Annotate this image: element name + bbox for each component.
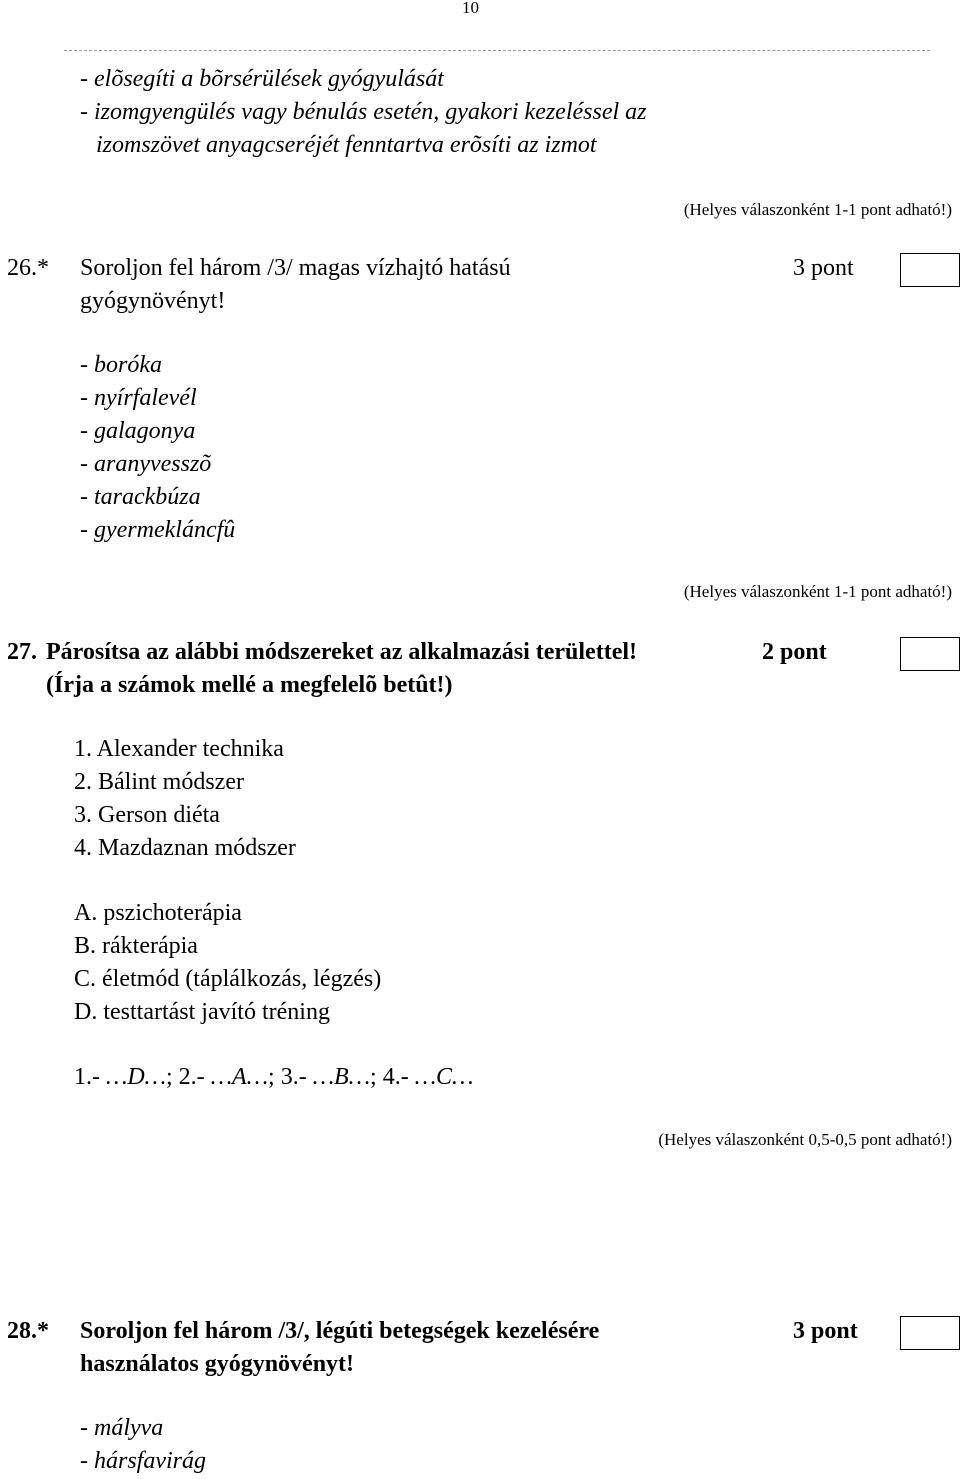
q26-answer-6: - gyermekláncfû xyxy=(80,517,236,543)
q27-area-a: A. pszichoterápia xyxy=(74,900,242,926)
header-divider xyxy=(64,50,930,51)
q26-answer-4: - aranyvesszõ xyxy=(80,451,212,477)
q27-method-4: 4. Mazdaznan módszer xyxy=(74,835,296,861)
match-answer-2: …A… xyxy=(210,1064,269,1090)
match-prefix-3: ; 3.- xyxy=(268,1064,313,1090)
q26-number: 26.* xyxy=(7,255,49,281)
scoring-note-prev: (Helyes válaszonként 1-1 pont adható!) xyxy=(683,200,952,219)
q26-answer-2: - nyírfalevél xyxy=(80,385,197,411)
q28-number: 28.* xyxy=(7,1318,49,1344)
match-prefix-4: ; 4.- xyxy=(370,1064,415,1090)
prev-answer-2: - izomgyengülés vagy bénulás esetén, gyakori kezeléssel az xyxy=(80,99,647,125)
match-answer-1: …D… xyxy=(106,1064,167,1090)
q27-points: 2 pont xyxy=(762,639,827,665)
match-prefix-1: 1.- xyxy=(74,1064,106,1090)
q27-method-3: 3. Gerson diéta xyxy=(74,802,220,828)
q28-answer-1: - mályva xyxy=(80,1415,164,1441)
q28-text-line1: Soroljon fel három /3/, légúti betegségek kezelésére xyxy=(80,1318,600,1344)
prev-answer-1: - elõsegíti a bõrsérülések gyógyulását xyxy=(80,66,444,92)
q26-text-line2: gyógynövényt! xyxy=(80,288,226,314)
q26-score-box[interactable] xyxy=(900,253,960,287)
q26-text-line1: Soroljon fel három /3/ magas vízhajtó hatású xyxy=(80,255,511,281)
q27-score-box[interactable] xyxy=(900,637,960,671)
q28-points: 3 pont xyxy=(793,1318,858,1344)
q27-number: 27. xyxy=(7,639,37,665)
q28-answer-2: - hársfavirág xyxy=(80,1448,206,1474)
q26-points: 3 pont xyxy=(793,255,854,281)
q27-method-2: 2. Bálint módszer xyxy=(74,769,244,795)
q28-score-box[interactable] xyxy=(900,1316,960,1350)
q26-answer-3: - galagonya xyxy=(80,418,196,444)
q27-method-1: 1. Alexander technika xyxy=(74,736,284,762)
match-answer-3: …B… xyxy=(312,1064,371,1090)
q27-match-answers xyxy=(74,1064,473,1091)
q26-scoring-note: (Helyes válaszonként 1-1 pont adható!) xyxy=(683,582,952,601)
q27-scoring-note: (Helyes válaszonként 0,5-0,5 pont adható!) xyxy=(658,1130,952,1149)
q28-text-line2: használatos gyógynövényt! xyxy=(80,1351,355,1377)
q27-area-b: B. rákterápia xyxy=(74,933,198,959)
q27-area-c: C. életmód (táplálkozás, légzés) xyxy=(74,966,382,992)
q27-text-line2: (Írja a számok mellé a megfelelõ betût!) xyxy=(46,672,453,698)
q26-answer-1: - boróka xyxy=(80,352,162,378)
q26-answer-5: - tarackbúza xyxy=(80,484,201,510)
match-prefix-2: ; 2.- xyxy=(166,1064,211,1090)
q27-text-line1: Párosítsa az alábbi módszereket az alkalmazási területtel! xyxy=(46,639,637,665)
q27-area-d: D. testtartást javító tréning xyxy=(74,999,330,1025)
match-answer-4: …C… xyxy=(414,1064,474,1090)
page-number: 10 xyxy=(462,0,479,17)
prev-answer-3: izomszövet anyagcseréjét fenntartva erõsíti az izmot xyxy=(96,132,597,158)
